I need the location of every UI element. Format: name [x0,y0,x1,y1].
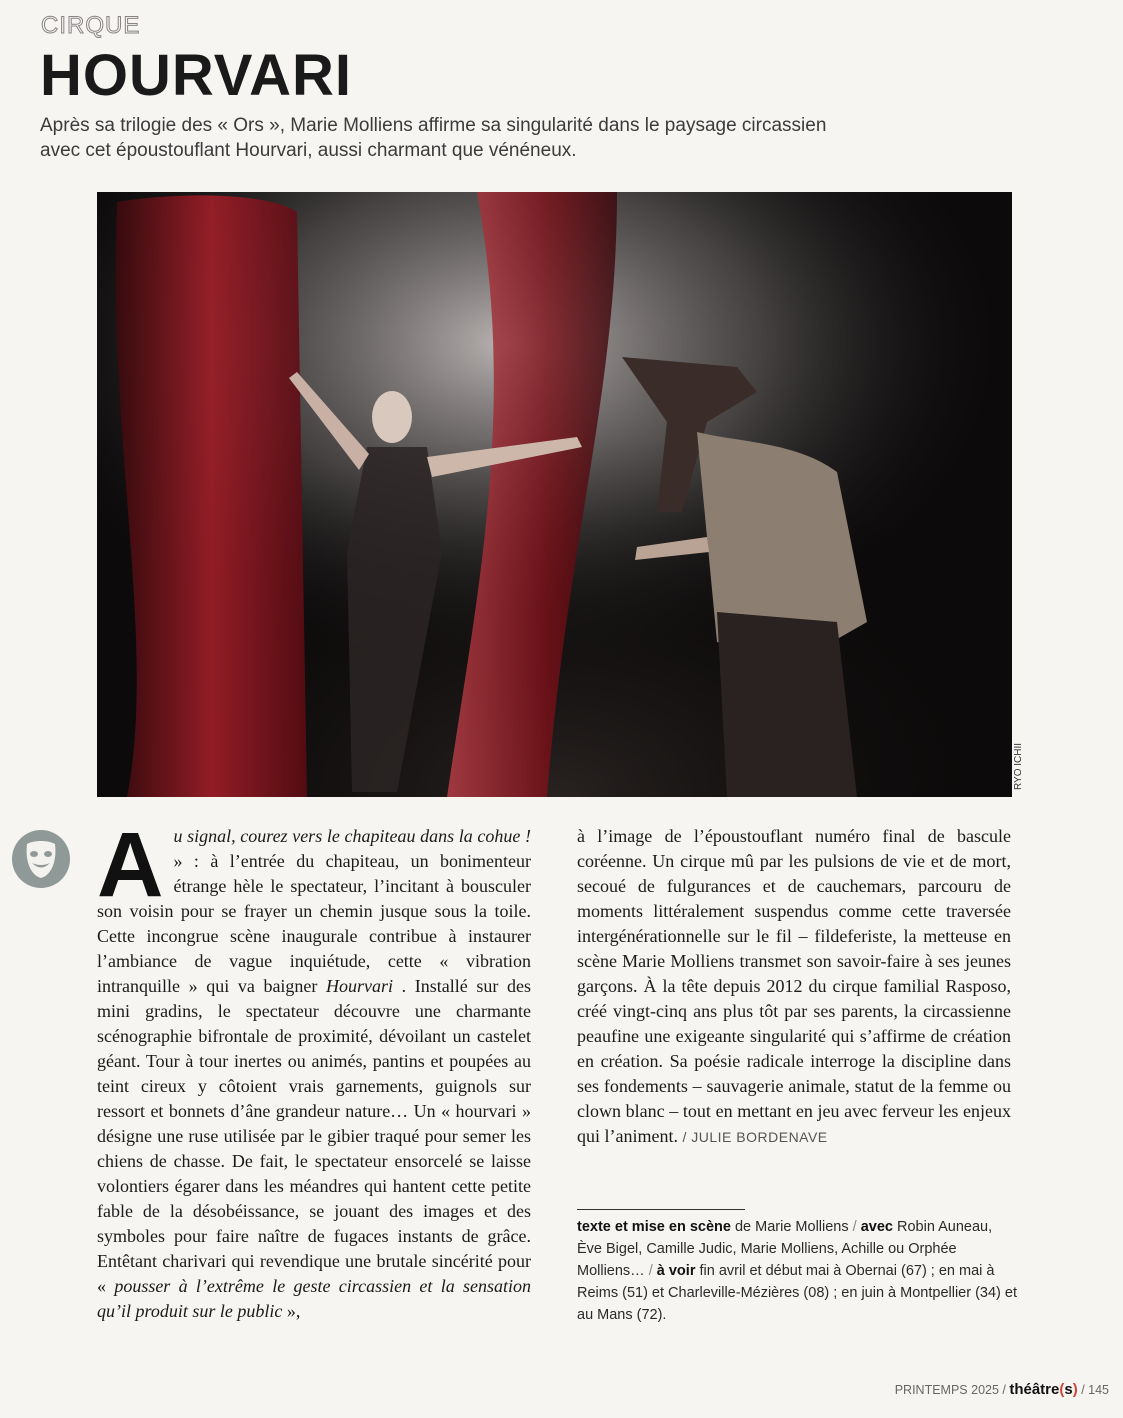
info-label-dates: à voir [652,1263,696,1279]
show-info-box [577,1216,1017,1326]
info-label-cast: avec [856,1219,893,1235]
quote-inline: pousser à l’extrême le geste circassien et la sensation qu’il produit sur le public [97,1276,532,1321]
photo-credit: RYO ICHII [1013,742,1024,790]
brand-letter: s [1064,1381,1073,1398]
article-paragraph [577,824,1011,1150]
info-divider [577,1209,745,1210]
article-paragraph [97,814,532,1324]
stage-photo [97,192,1012,797]
info-author: de Marie Molliens [730,1219,853,1235]
body-text: », [286,1301,301,1321]
info-separator: / [852,1219,857,1235]
body-text: » : à l’entrée du chapiteau, un bonimenteur étrange hèle le spectateur, l’incitant à bousculer son voisin pour se frayer un chemin jusque sous la toile. Cette incongrue scène inaugurale contribue à instaurer l’ambiance de vague inquiétude, cette « vibration intranquille » qui va baigner [97,851,531,996]
drop-cap: A [97,814,164,916]
stage-photo-illustration [97,192,1012,797]
page-footer [895,1381,1109,1398]
body-text: . Installé sur des mini gradins, le spectateur découvre une charmante scénographie bifrontale de proximité, dévoilant un castelet géant. Tour à tour inertes ou animés, pantins et poupées au teint cireux y côtoient vrais garnements, guignols sur ressort et bonnets d’âne grandeur nature… Un « hourvari » désigne une ruse utilisée par le gibier traqué pour semer les chiens de chasse. De fait, le spectateur ensorcelé se laisse volontiers égarer dans les méandres qui hantent cette petite fable de la désobéissance, se jouant des images et des symboles pour faire naître de fugaces instants de grâce. Entêtant charivari qui revendique une brutale sincérité pour « [97,976,531,1296]
magazine-brand [1009,1381,1077,1398]
theatre-mask-icon [12,830,70,888]
section-rubric: CIRQUE [41,12,141,39]
article-standfirst: Après sa trilogie des « Ors », Marie Molliens affirme sa singularité dans le paysage circassien avec cet époustouflant Hourvari, aussi charmant que vénéneux. [40,115,827,161]
brand-name: théâtre [1009,1381,1060,1398]
info-dates: fin avril et début mai à Obernai (67) ; en mai à Reims (51) et Charleville-Mézières (08) ; en juin à Montpellier (34) et au Mans (72). [577,1263,1017,1323]
lead-quote: u signal, courez vers le chapiteau dans la cohue ! [173,826,531,846]
article-title: HOURVARI [40,43,352,108]
author-byline: / JULIE BORDENAVE [682,1129,828,1145]
article-body-left-column [97,814,532,1324]
info-label-text: texte et mise en scène [577,1219,731,1235]
brand-paren: ( [1059,1381,1065,1398]
body-text: à l’image de l’époustouflant numéro final de bascule coréenne. Un cirque mû par les pulsions de vie et de mort, secoué de fulgurances et de cauchemars, parcouru de moments littéralement suspendus comme cette traversée intergénérationnelle sur le fil – fildeferiste, la metteuse en scène Marie Molliens transmet son savoir-faire à ses jeunes garçons. À la tête depuis 2012 du cirque familial Rasposo, créé vingt-cinq ans plus tôt par ses parents, la circassienne peaufine une exigeante singularité qui s’affirme de création en création. Sa poésie radicale interroge la discipline dans ses fondements – sauvagerie animale, statut de la femme ou clown blanc – tout en mettant en jeu avec ferveur les enjeux qui l’animent. [577,826,1011,1146]
info-separator: / [648,1263,653,1279]
page-number: / 145 [1077,1383,1109,1397]
show-title-inline: Hourvari [326,976,394,996]
brand-paren: ) [1072,1381,1078,1398]
footer-season: PRINTEMPS 2025 / [894,1383,1010,1397]
article-body-right-column [577,824,1011,1150]
info-cast: Robin Auneau, Ève Bigel, Camille Judic, Marie Molliens, Achille ou Orphée Molliens… [577,1219,993,1279]
